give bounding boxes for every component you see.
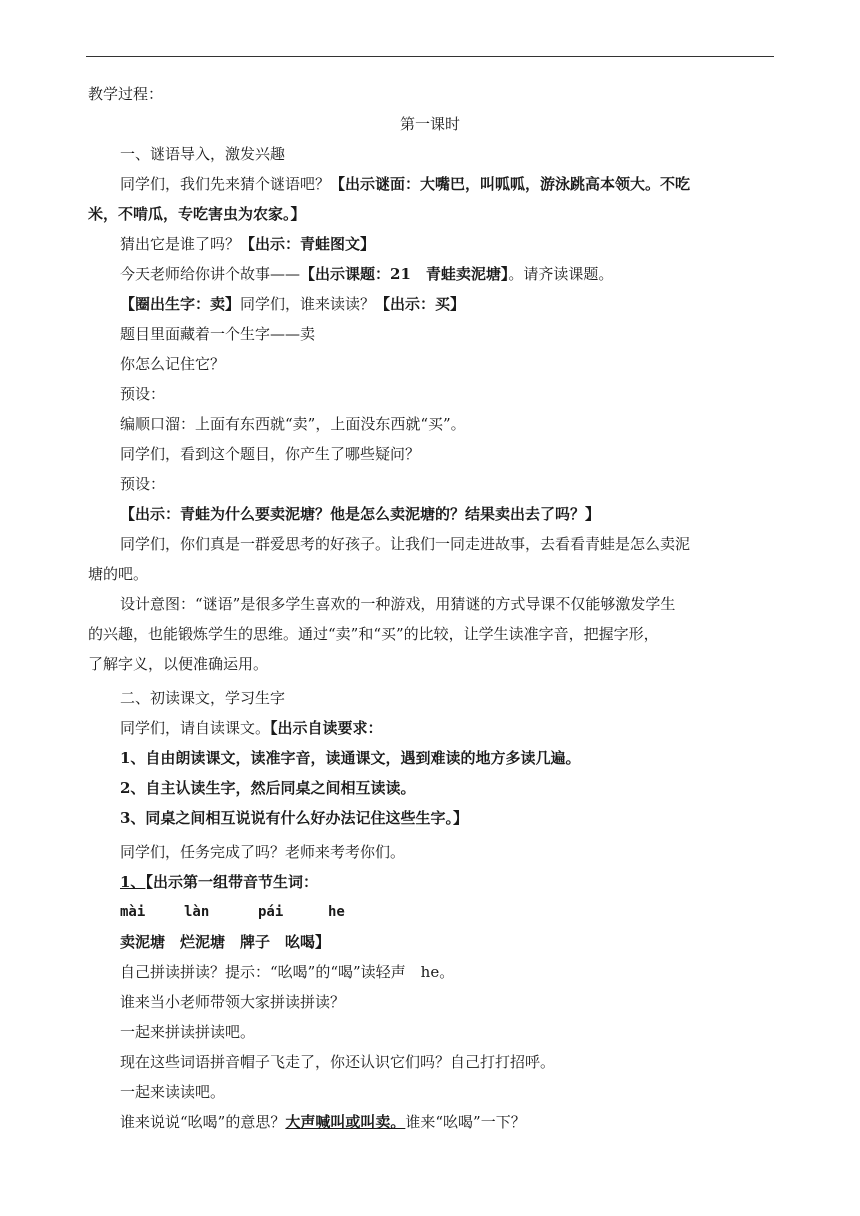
- group-number: 1、: [120, 873, 146, 891]
- paragraph: [120, 264, 860, 284]
- header-rule: [86, 56, 774, 57]
- paragraph: 你怎么记住它？: [120, 355, 226, 373]
- pinyin: he: [328, 904, 345, 920]
- riddle-text-cont: 米，不啃瓜，专吃害虫为农家。】: [88, 205, 306, 223]
- pinyin: làn: [184, 904, 210, 920]
- text: 猜出它是谁了吗？: [120, 235, 241, 253]
- show-text: 【出示：青蛙为什么要卖泥塘？他是怎么卖泥塘的？结果卖出去了吗？】: [120, 505, 601, 523]
- section-title: 二、初读课文，学习生字: [120, 689, 286, 707]
- paragraph: 一起来读读吧。: [120, 1083, 226, 1101]
- show-text: 【圈出生字：卖】: [120, 295, 241, 313]
- design-intent-cont: 了解字义，以便准确运用。: [88, 655, 269, 673]
- riddle-text: 【出示谜面：大嘴巴，叫呱呱，游泳跳高本领大。不吃: [330, 175, 691, 193]
- text: 今天老师给你讲个故事——: [120, 265, 301, 283]
- paragraph: 一起来拼读拼读吧。: [120, 1023, 256, 1041]
- paragraph: 同学们，看到这个题目，你产生了哪些疑问？: [120, 445, 421, 463]
- answer-text: 大声喊叫或叫卖。: [285, 1113, 406, 1131]
- requirement-1: 1、自由朗读课文，读准字音，读通课文，遇到难读的地方多读几遍。: [120, 749, 581, 767]
- paragraph: 预设：: [120, 475, 166, 493]
- paragraph: 预设：: [120, 385, 166, 403]
- group-text: 【出示第一组带音节生词：: [145, 873, 318, 891]
- paragraph: 编顺口溜：上面有东西就“卖”，上面没东西就“买”。: [120, 415, 466, 433]
- paragraph: [120, 174, 860, 194]
- word-list: 卖泥塘 烂泥塘 牌子 吆喝】: [120, 933, 331, 951]
- group-heading: [120, 872, 860, 892]
- design-intent-cont: 的兴趣，也能锻炼学生的思维。通过“卖”和“买”的比较，让学生读准字音，把握字形，: [88, 625, 659, 643]
- text: 同学们，我们先来猜个谜语吧？: [120, 175, 331, 193]
- design-intent: 设计意图：“谜语”是很多学生喜欢的一种游戏，用猜谜的方式导课不仅能够激发学生: [120, 595, 676, 613]
- paragraph: 现在这些词语拼音帽子飞走了，你还认识它们吗？自己打打招呼。: [120, 1053, 556, 1071]
- paragraph: 同学们，你们真是一群爱思考的好孩子。让我们一同走进故事，去看看青蛙是怎么卖泥: [120, 535, 691, 553]
- paragraph: [120, 234, 860, 254]
- paragraph: 自己拼读拼读？提示：“吆喝”的“喝”读轻声 he。: [120, 963, 455, 981]
- pinyin-row: [120, 902, 860, 922]
- show-text: 【出示：买】: [375, 295, 466, 313]
- paragraph: 同学们，任务完成了吗？老师来考考你们。: [120, 843, 406, 861]
- paragraph: 题目里面藏着一个生字——卖: [120, 325, 316, 343]
- pinyin: mài: [120, 904, 146, 920]
- heading: 教学过程：: [88, 85, 164, 103]
- section-title: 一、谜语导入，激发兴趣: [120, 145, 286, 163]
- paragraph: 谁来当小老师带领大家拼读拼读？: [120, 993, 346, 1011]
- pinyin: pái: [258, 904, 284, 920]
- paragraph-cont: 塘的吧。: [88, 565, 149, 583]
- text: 谁来说说“吆喝”的意思？: [120, 1113, 286, 1131]
- paragraph: [120, 294, 860, 314]
- paragraph: [120, 718, 860, 738]
- text: 谁来“吆喝”一下？: [405, 1113, 526, 1131]
- lesson-topic: 【出示课题：21 青蛙卖泥塘】: [300, 265, 509, 283]
- requirement-3: 3、同桌之间相互说说有什么好办法记住这些生字。】: [120, 809, 468, 827]
- text: 。请齐读课题。: [508, 265, 614, 283]
- text: 同学们，请自读课文。: [120, 719, 271, 737]
- lesson-title: 第一课时: [399, 115, 460, 133]
- show-text: 【出示自读要求：: [270, 719, 383, 737]
- show-text: 【出示：青蛙图文】: [240, 235, 376, 253]
- text: 同学们，谁来读读？: [240, 295, 376, 313]
- paragraph: [120, 1112, 860, 1132]
- requirement-2: 2、自主认读生字，然后同桌之间相互读读。: [120, 779, 416, 797]
